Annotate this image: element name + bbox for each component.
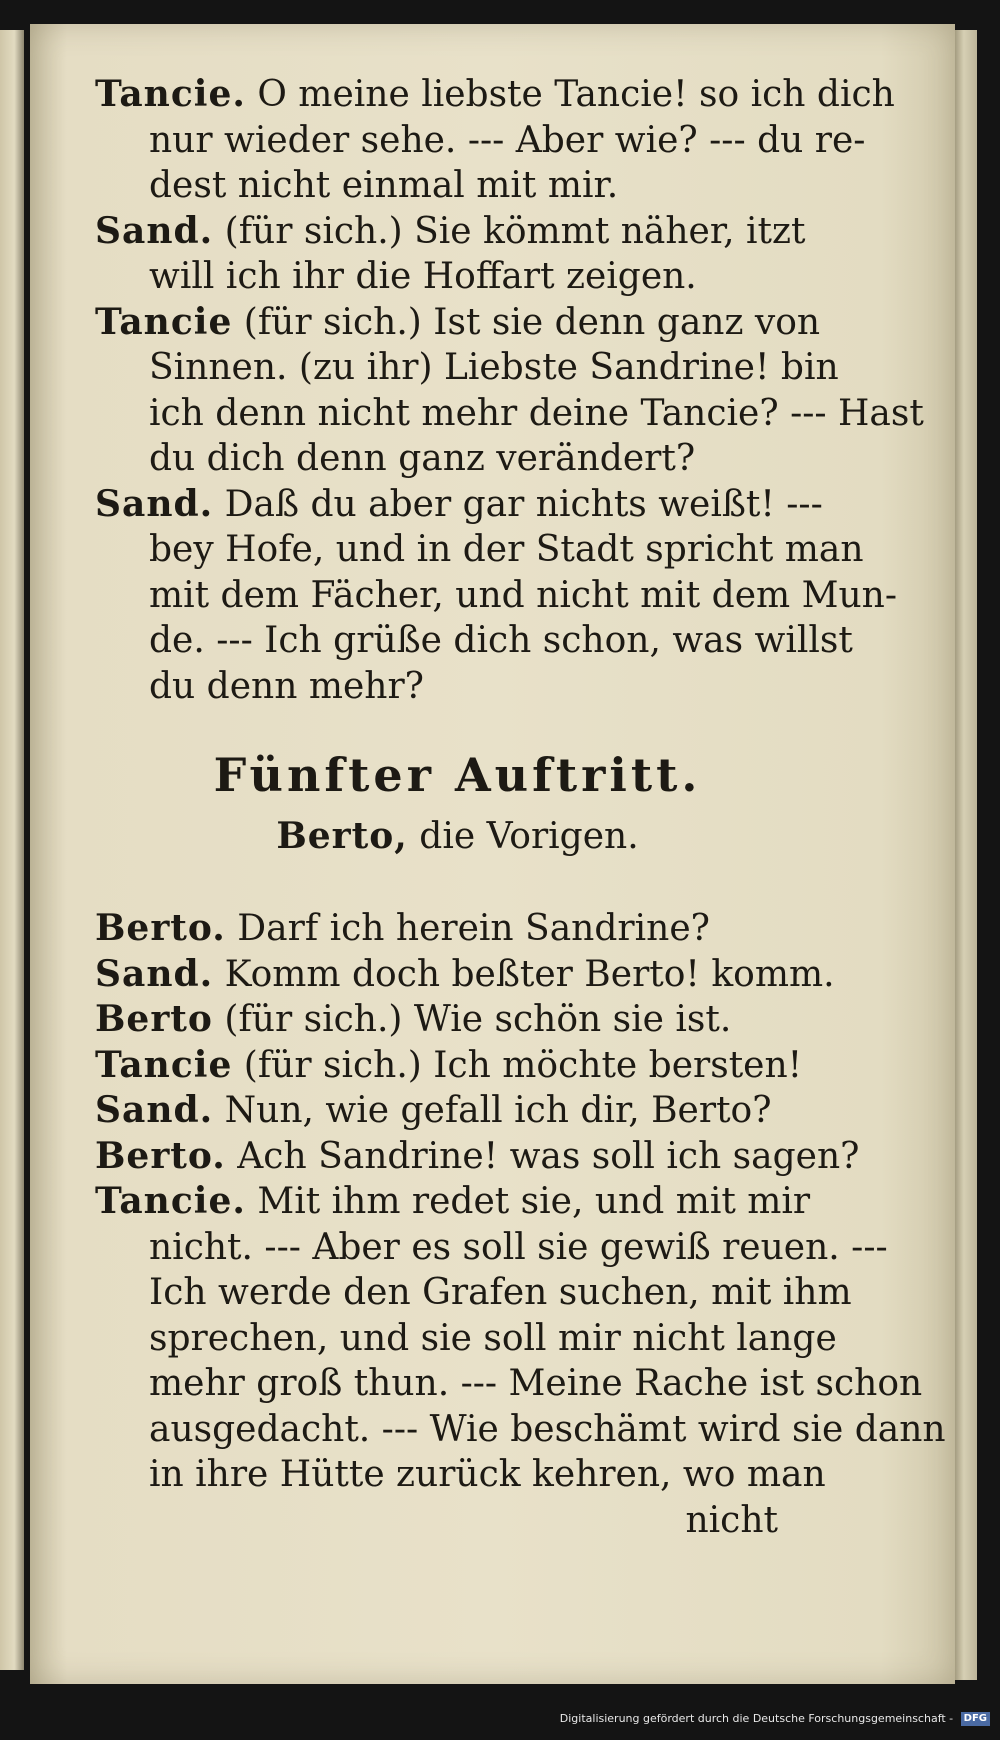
dialogue-entry (95, 997, 820, 1043)
text-line (95, 345, 839, 391)
cast-rest: die Vorigen. (419, 816, 639, 857)
line-text: bey Hofe, und in der Stadt spricht man (149, 529, 864, 570)
text-line (95, 254, 820, 300)
cast-name: Berto, (276, 815, 408, 857)
scene-heading: Fünfter Auftritt. (213, 748, 702, 802)
dialogue-entry (95, 1179, 946, 1498)
text-line (95, 952, 835, 998)
text-line (95, 618, 853, 664)
line-text: du dich denn ganz verändert? (149, 438, 696, 479)
speaker-name: Sand. (95, 209, 214, 252)
text-line (95, 300, 820, 346)
line-text: (für sich.) Ich möchte bersten! (243, 1044, 803, 1086)
text-line (95, 664, 820, 710)
text-line (95, 163, 820, 209)
text-line (95, 1452, 826, 1498)
line-text: Nun, wie gefall ich dir, Berto? (224, 1090, 772, 1131)
dialogue-entry (95, 72, 895, 209)
line-text: (für sich.) Sie kömmt näher, itzt (224, 210, 806, 252)
text-line (95, 1225, 888, 1271)
text-line (95, 1043, 820, 1089)
line-text: O meine liebste Tancie! so ich dich (257, 74, 895, 115)
line-text: de. --- Ich grüße dich schon, was willst (149, 620, 853, 661)
line-text: Ach Sandrine! was soll ich sagen? (237, 1135, 860, 1177)
dfg-logo: DFG (961, 1712, 990, 1726)
dialogue-entry (95, 1088, 820, 1134)
line-text: Ich werde den Grafen suchen, mit ihm (149, 1272, 852, 1313)
speaker-name: Sand. (95, 1089, 214, 1131)
line-text: Komm doch beßter Berto! komm. (224, 953, 835, 995)
line-text: in ihre Hütte zurück kehren, wo man (149, 1454, 826, 1495)
speaker-name: Tancie. (95, 1180, 246, 1222)
text-line (95, 573, 897, 619)
line-text: mit dem Fächer, und nicht mit dem Mun- (149, 574, 897, 616)
line-text: sprechen, und sie soll mir nicht lange (149, 1317, 837, 1359)
dialogue-bottom (95, 906, 946, 1498)
text-line (95, 118, 866, 164)
dialogue-top (95, 72, 924, 709)
text-line (95, 436, 820, 482)
catchword: nicht (685, 1499, 778, 1541)
text-line (95, 1088, 820, 1134)
dialogue-entry (95, 1134, 860, 1180)
digitization-footer (0, 1712, 990, 1732)
line-text: nicht. --- Aber es soll sie gewiß reuen. --- (149, 1226, 888, 1268)
text-line (95, 1134, 860, 1180)
text-line (95, 1179, 820, 1225)
dialogue-entry (95, 482, 897, 710)
text-line (95, 1270, 852, 1316)
dialogue-entry (95, 952, 835, 998)
line-text: (für sich.) Ist sie denn ganz von (243, 301, 821, 343)
text-line (95, 997, 820, 1043)
speaker-name: Berto (95, 998, 213, 1040)
dialogue-entry (95, 1043, 820, 1089)
left-page-edge (0, 30, 24, 1670)
speaker-name: Berto. (95, 1134, 226, 1177)
right-page-edge (955, 30, 977, 1680)
line-text: Mit ihm redet sie, und mit mir (257, 1181, 811, 1222)
text-line (95, 1361, 923, 1407)
scene-cast (95, 811, 820, 862)
line-text: Sinnen. (zu ihr) Liebste Sandrine! bin (149, 347, 839, 388)
text-line (95, 527, 864, 573)
speaker-name: Tancie. (95, 73, 246, 115)
text-line (95, 209, 820, 255)
text-line (95, 391, 924, 437)
text-line (95, 482, 823, 528)
speaker-name: Tancie (95, 1043, 233, 1086)
speaker-name: Sand. (95, 482, 214, 525)
speaker-name: Tancie (95, 300, 233, 343)
text-line (95, 1316, 837, 1362)
line-text: mehr groß thun. --- Meine Rache ist schon (149, 1363, 923, 1404)
speaker-name: Berto. (95, 907, 226, 949)
line-text: Daß du aber gar nichts weißt! --- (224, 483, 823, 525)
line-text: Darf ich herein Sandrine? (237, 908, 710, 949)
dialogue-entry (95, 906, 820, 952)
line-text: dest nicht einmal mit mir. (149, 165, 619, 206)
dialogue-entry (95, 300, 924, 482)
speaker-name: Sand. (95, 952, 214, 995)
footer-text: Digitalisierung gefördert durch die Deutsche Forschungsgemeinschaft - (559, 1712, 954, 1725)
text-line (95, 72, 895, 118)
line-text: du denn mehr? (149, 665, 424, 707)
page-text (95, 72, 946, 1543)
text-line (95, 906, 820, 952)
line-text: (für sich.) Wie schön sie ist. (224, 999, 732, 1040)
text-line (95, 1407, 946, 1453)
line-text: ausgedacht. --- Wie beschämt wird sie dann (149, 1408, 946, 1450)
line-text: nur wieder sehe. --- Aber wie? --- du re- (149, 119, 866, 161)
line-text: will ich ihr die Hoffart zeigen. (149, 256, 697, 297)
dialogue-entry (95, 209, 820, 300)
line-text: ich denn nicht mehr deine Tancie? --- Hast (149, 392, 924, 434)
